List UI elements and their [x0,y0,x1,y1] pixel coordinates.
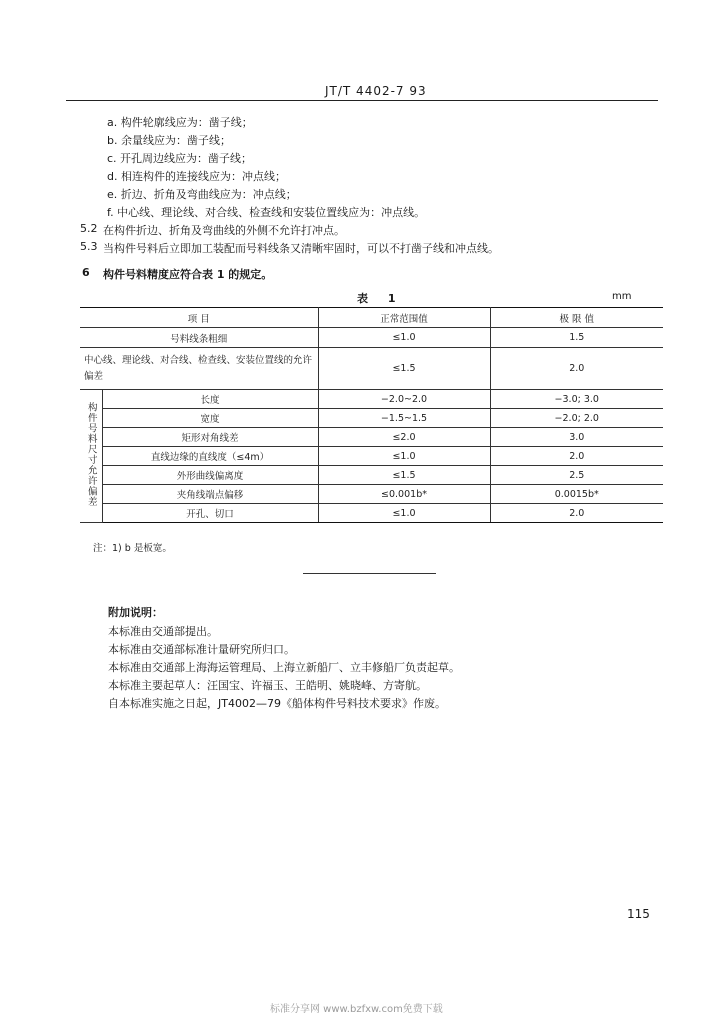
precision-table [80,307,663,523]
list-item: b. 余量线应为：凿子线； [107,134,231,147]
page-number: 115 [627,907,650,921]
table-row [80,348,663,390]
row-normal: ≤1.0 [318,447,490,466]
row-item: 夹角线端点偏移 [102,485,318,504]
list-item: d. 相连构件的连接线应为：冲点线； [107,170,286,183]
appendix-line: 本标准主要起草人：汪国宝、许福玉、王皓明、姚晓峰、方寄航。 [108,679,427,692]
table-unit: mm [612,291,632,302]
table-header-row [80,308,663,328]
row-limit: 0.0015b* [490,485,663,504]
table-row [80,466,663,485]
section-heading: 构件号料精度应符合表 1 的规定。 [103,268,273,281]
section-number: 6 [82,266,90,279]
row-limit: −2.0; 2.0 [490,409,663,428]
footer-watermark: 标准分享网 www.bzfxw.com免费下载 [270,1004,443,1015]
row-limit: −3.0; 3.0 [490,390,663,409]
row-normal: −2.0~2.0 [318,390,490,409]
row-item: 开孔、切口 [102,504,318,523]
table-row [80,428,663,447]
category-cell [80,390,102,523]
table-row [80,504,663,523]
row-item: 外形曲线偏离度 [102,466,318,485]
appendix-line: 本标准由交通部上海海运管理局、上海立新船厂、立丰修船厂负责起草。 [108,661,460,674]
row-item: 长度 [102,390,318,409]
table-row [80,485,663,504]
header-normal: 正常范围值 [318,308,490,328]
row-item: 中心线、理论线、对合线、检查线、安装位置线的允许偏差 [80,348,318,390]
row-normal: ≤1.5 [318,348,490,390]
table-row [80,390,663,409]
table-caption: 表 1 [357,292,404,305]
clause-number: 5.3 [80,240,98,253]
row-limit: 3.0 [490,428,663,447]
row-limit: 2.5 [490,466,663,485]
row-item: 直线边缘的直线度（≤4m） [102,447,318,466]
header-rule [66,100,658,101]
separator-rule [303,573,436,574]
table-row [80,447,663,466]
list-item: c. 开孔周边线应为：凿子线； [107,152,253,165]
clause-text: 当构件号料后立即加工装配而号料线条又清晰牢固时，可以不打凿子线和冲点线。 [103,242,499,255]
row-limit: 2.0 [490,504,663,523]
category-label: 构件号料尺寸允许偏差 [85,402,97,507]
list-item: a. 构件轮廓线应为：凿子线； [107,116,253,129]
row-normal: ≤1.0 [318,504,490,523]
table-row [80,409,663,428]
row-item: 矩形对角线差 [102,428,318,447]
row-limit: 2.0 [490,447,663,466]
appendix-line: 本标准由交通部提出。 [108,625,218,638]
row-limit: 2.0 [490,348,663,390]
standard-code-header: JT/T 4402-7 93 [325,84,427,98]
appendix-line: 本标准由交通部标准计量研究所归口。 [108,643,295,656]
row-item: 宽度 [102,409,318,428]
clause-text: 在构件折边、折角及弯曲线的外侧不允许打冲点。 [103,224,345,237]
table-note: 注：1) b 是板宽。 [93,543,172,554]
row-normal: ≤2.0 [318,428,490,447]
clause-number: 5.2 [80,222,98,235]
row-limit: 1.5 [490,328,663,348]
list-item: e. 折边、折角及弯曲线应为：冲点线； [107,188,297,201]
header-item: 项 目 [80,308,318,328]
appendix-line: 自本标准实施之日起，JT4002—79《船体构件号料技术要求》作废。 [108,697,446,710]
table-row [80,328,663,348]
list-item: f. 中心线、理论线、对合线、检查线和安装位置线应为：冲点线。 [107,206,426,219]
row-normal: ≤0.001b* [318,485,490,504]
appendix-title: 附加说明： [108,606,163,619]
row-normal: ≤1.0 [318,328,490,348]
row-item: 号料线条粗细 [80,328,318,348]
header-limit: 极 限 值 [490,308,663,328]
row-normal: −1.5~1.5 [318,409,490,428]
row-normal: ≤1.5 [318,466,490,485]
